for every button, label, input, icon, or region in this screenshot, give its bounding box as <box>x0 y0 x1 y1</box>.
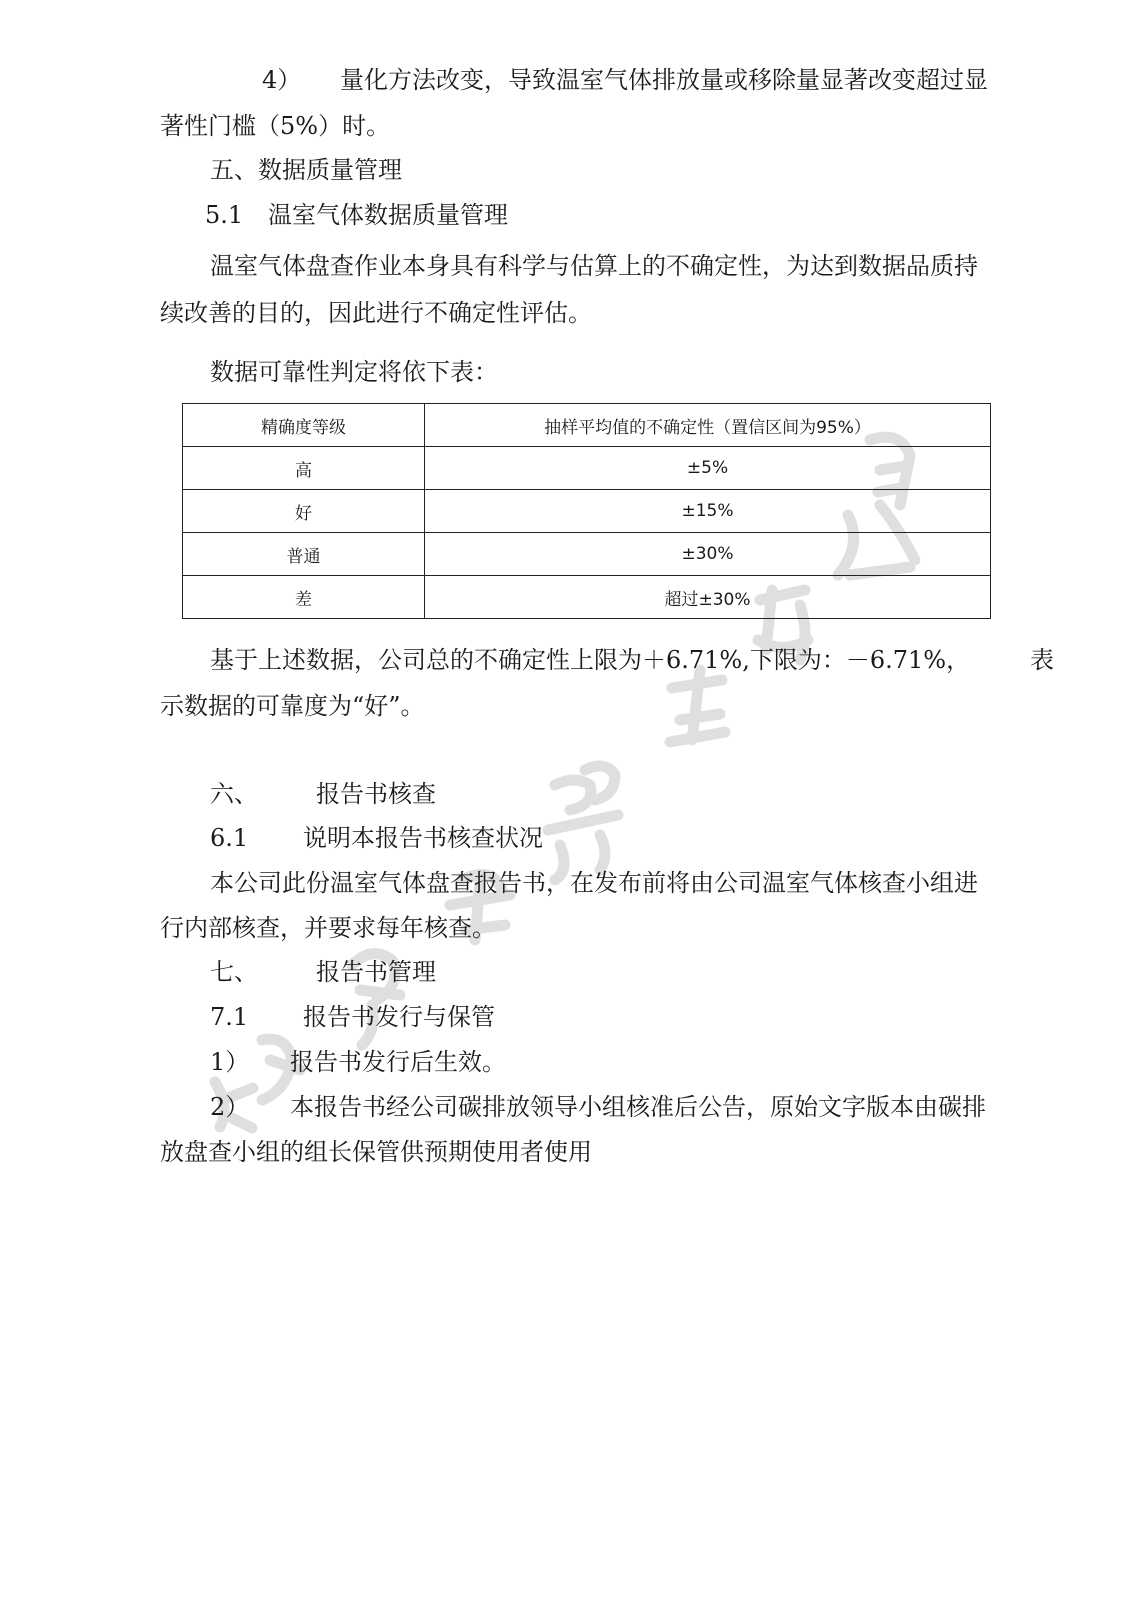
table-cell: 好 <box>183 490 425 533</box>
reliability-table <box>182 403 991 619</box>
review-para-line2: 行内部核查，并要求每年核查。 <box>160 914 496 942</box>
header-uncertainty: 抽样平均值的不确定性（置信区间为95%） <box>425 404 991 447</box>
section71-number: 7.1 <box>210 1003 249 1031</box>
table-row <box>183 447 991 490</box>
table-row <box>183 576 991 619</box>
conclusion-line1: 基于上述数据，公司总的不确定性上限为＋6.71%,下限为：－6.71%， <box>210 646 971 674</box>
section51-number: 5.1 <box>205 201 244 229</box>
section7-title: 报告书管理 <box>316 958 436 986</box>
item2-text-line1: 本报告书经公司碳排放领导小组核准后公告，原始文字版本由碳排 <box>290 1093 986 1121</box>
section71-title: 报告书发行与保管 <box>303 1003 495 1031</box>
uncertainty-para-line2: 续改善的目的，因此进行不确定性评估。 <box>160 299 592 327</box>
table-row <box>183 490 991 533</box>
header-precision-level: 精确度等级 <box>183 404 425 447</box>
table-cell: 差 <box>183 576 425 619</box>
table-row <box>183 533 991 576</box>
conclusion-line1-tail: 表 <box>1030 646 1054 674</box>
section6-title: 报告书核查 <box>316 780 436 808</box>
item4-number: 4） <box>262 66 302 94</box>
review-para-line1: 本公司此份温室气体盘查报告书，在发布前将由公司温室气体核查小组进 <box>210 869 978 897</box>
uncertainty-para-line1: 温室气体盘查作业本身具有科学与估算上的不确定性，为达到数据品质持 <box>210 252 978 280</box>
table-cell: 超过±30% <box>425 576 991 619</box>
section6-number: 六、 <box>210 780 258 808</box>
item2-text-line2: 放盘查小组的组长保管供预期使用者使用 <box>160 1138 592 1166</box>
item4-text-line1: 量化方法改变，导致温室气体排放量或移除量显著改变超过显 <box>340 66 988 94</box>
table-header-row <box>183 404 991 447</box>
table-cell: ±30% <box>425 533 991 576</box>
table-cell: 高 <box>183 447 425 490</box>
table-cell: 普通 <box>183 533 425 576</box>
conclusion-line2: 示数据的可靠度为“好”。 <box>160 692 425 720</box>
item2-number: 2） <box>210 1093 250 1121</box>
table-intro: 数据可靠性判定将依下表： <box>210 358 498 386</box>
section51-title: 温室气体数据质量管理 <box>268 201 508 229</box>
item1-text: 报告书发行后生效。 <box>290 1048 506 1076</box>
section61-number: 6.1 <box>210 824 249 852</box>
table-cell: ±5% <box>425 447 991 490</box>
section7-number: 七、 <box>210 958 258 986</box>
item4-text-line2: 著性门槛（5%）时。 <box>160 112 391 140</box>
item1-number: 1） <box>210 1048 250 1076</box>
section61-title: 说明本报告书核查状况 <box>303 824 543 852</box>
section5-title: 五、数据质量管理 <box>210 156 402 184</box>
table-cell: ±15% <box>425 490 991 533</box>
